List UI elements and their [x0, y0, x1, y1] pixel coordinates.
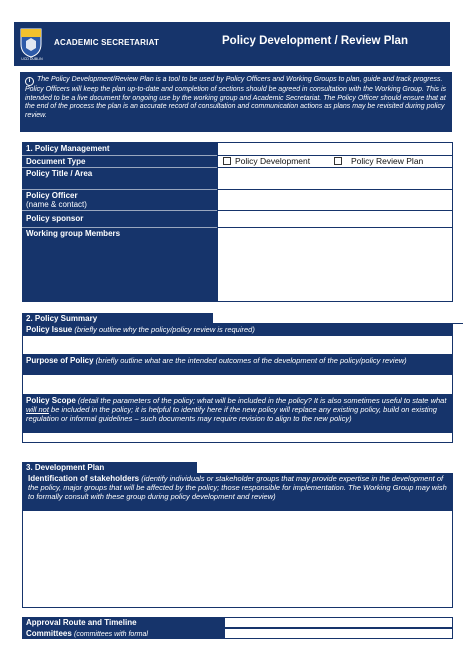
- stakeholders-bar: [22, 473, 453, 510]
- policy-officer-sublabel: (name & contact): [26, 200, 87, 209]
- document-title: Policy Development / Review Plan: [222, 35, 408, 47]
- working-group-label: Working group Members: [26, 229, 121, 238]
- policy-development-option-label: Policy Development: [235, 156, 311, 166]
- purpose-bar: [22, 355, 453, 374]
- policy-scope-field[interactable]: [22, 432, 453, 443]
- logo-text: UCD DUBLIN: [21, 57, 43, 61]
- policy-review-checkbox[interactable]: [334, 157, 342, 165]
- working-group-field[interactable]: [218, 228, 452, 301]
- policy-scope-bar: [22, 395, 453, 432]
- stakeholders-label: Identification of stakeholders: [28, 474, 140, 483]
- divider: [22, 210, 217, 211]
- divider: [22, 227, 217, 228]
- policy-scope-label: Policy Scope: [26, 396, 76, 405]
- section-heading-development-plan: 3. Development Plan: [22, 462, 197, 473]
- policy-issue-label: Policy Issue: [26, 325, 73, 334]
- divider: [22, 167, 217, 168]
- info-icon: i: [25, 77, 34, 86]
- policy-development-checkbox[interactable]: [223, 157, 231, 165]
- purpose-field[interactable]: [22, 374, 453, 395]
- approval-heading-field: [224, 617, 453, 628]
- policy-title-label: Policy Title / Area: [26, 169, 93, 178]
- intro-box: [20, 72, 452, 132]
- committees-hint: (committees with formal: [74, 631, 148, 638]
- ucd-crest-logo: [20, 28, 42, 58]
- purpose-hint: (briefly outline what are the intended outcomes of the development of the policy/policy review): [95, 356, 407, 365]
- policy-officer-label: Policy Officer: [26, 191, 78, 200]
- policy-issue-hint: (briefly outline why the policy/policy review is required): [74, 325, 255, 334]
- divider: [22, 189, 217, 190]
- section-heading-approval: Approval Route and Timeline: [22, 617, 224, 628]
- stakeholders-field[interactable]: [22, 510, 453, 608]
- policy-issue-field[interactable]: [22, 335, 453, 355]
- divider: [22, 155, 217, 156]
- committees-bar: [22, 628, 224, 639]
- committees-label: Committees: [26, 629, 72, 638]
- policy-sponsor-field[interactable]: [218, 211, 452, 227]
- department-name: ACADEMIC SECRETARIAT: [54, 38, 160, 47]
- document-header: [14, 22, 450, 66]
- policy-review-option-label: Policy Review Plan: [351, 156, 424, 166]
- policy-sponsor-label: Policy sponsor: [26, 214, 84, 223]
- section-heading-policy-summary: 2. Policy Summary: [22, 313, 213, 324]
- policy-scope-hint: (detail the parameters of the policy; what will be included in the policy? It is also sometimes useful to state what will not be included in the policy; it is helpful to identify here if the new policy will replace any existing policy, build on existing regulation or informal guidelines – such documents may require revision to align to the new policy): [26, 396, 447, 423]
- committees-field[interactable]: [224, 628, 453, 639]
- policy-officer-field[interactable]: [218, 190, 452, 210]
- intro-text: The Policy Development/Review Plan is a tool to be used by Policy Officers and Working Groups to plan, guide and track progress. Policy Officers will keep the plan up-to-date and completion of sections should be agreed in consultation with the Working Group. This is intended to be a live document for ongoing use by the working group and Academic Secretariat. The Policy Officer should ensure that at the end of the process the plan is an accurate record of consultation and communication actions as plans may be revisited during policy review.: [25, 76, 446, 119]
- purpose-label: Purpose of Policy: [26, 356, 94, 365]
- policy-issue-bar: [22, 324, 453, 335]
- section-heading-policy-management: 1. Policy Management: [26, 144, 110, 153]
- document-type-label: Document Type: [26, 157, 86, 166]
- policy-title-field[interactable]: [218, 168, 452, 189]
- stakeholders-hint: (identify individuals or stakeholder groups that may provide expertise in the development of the policy, major groups that will be affected by the policy; those responsible for implementation. The Working Group may wish to formally consult with these group during policy development and review): [28, 474, 447, 501]
